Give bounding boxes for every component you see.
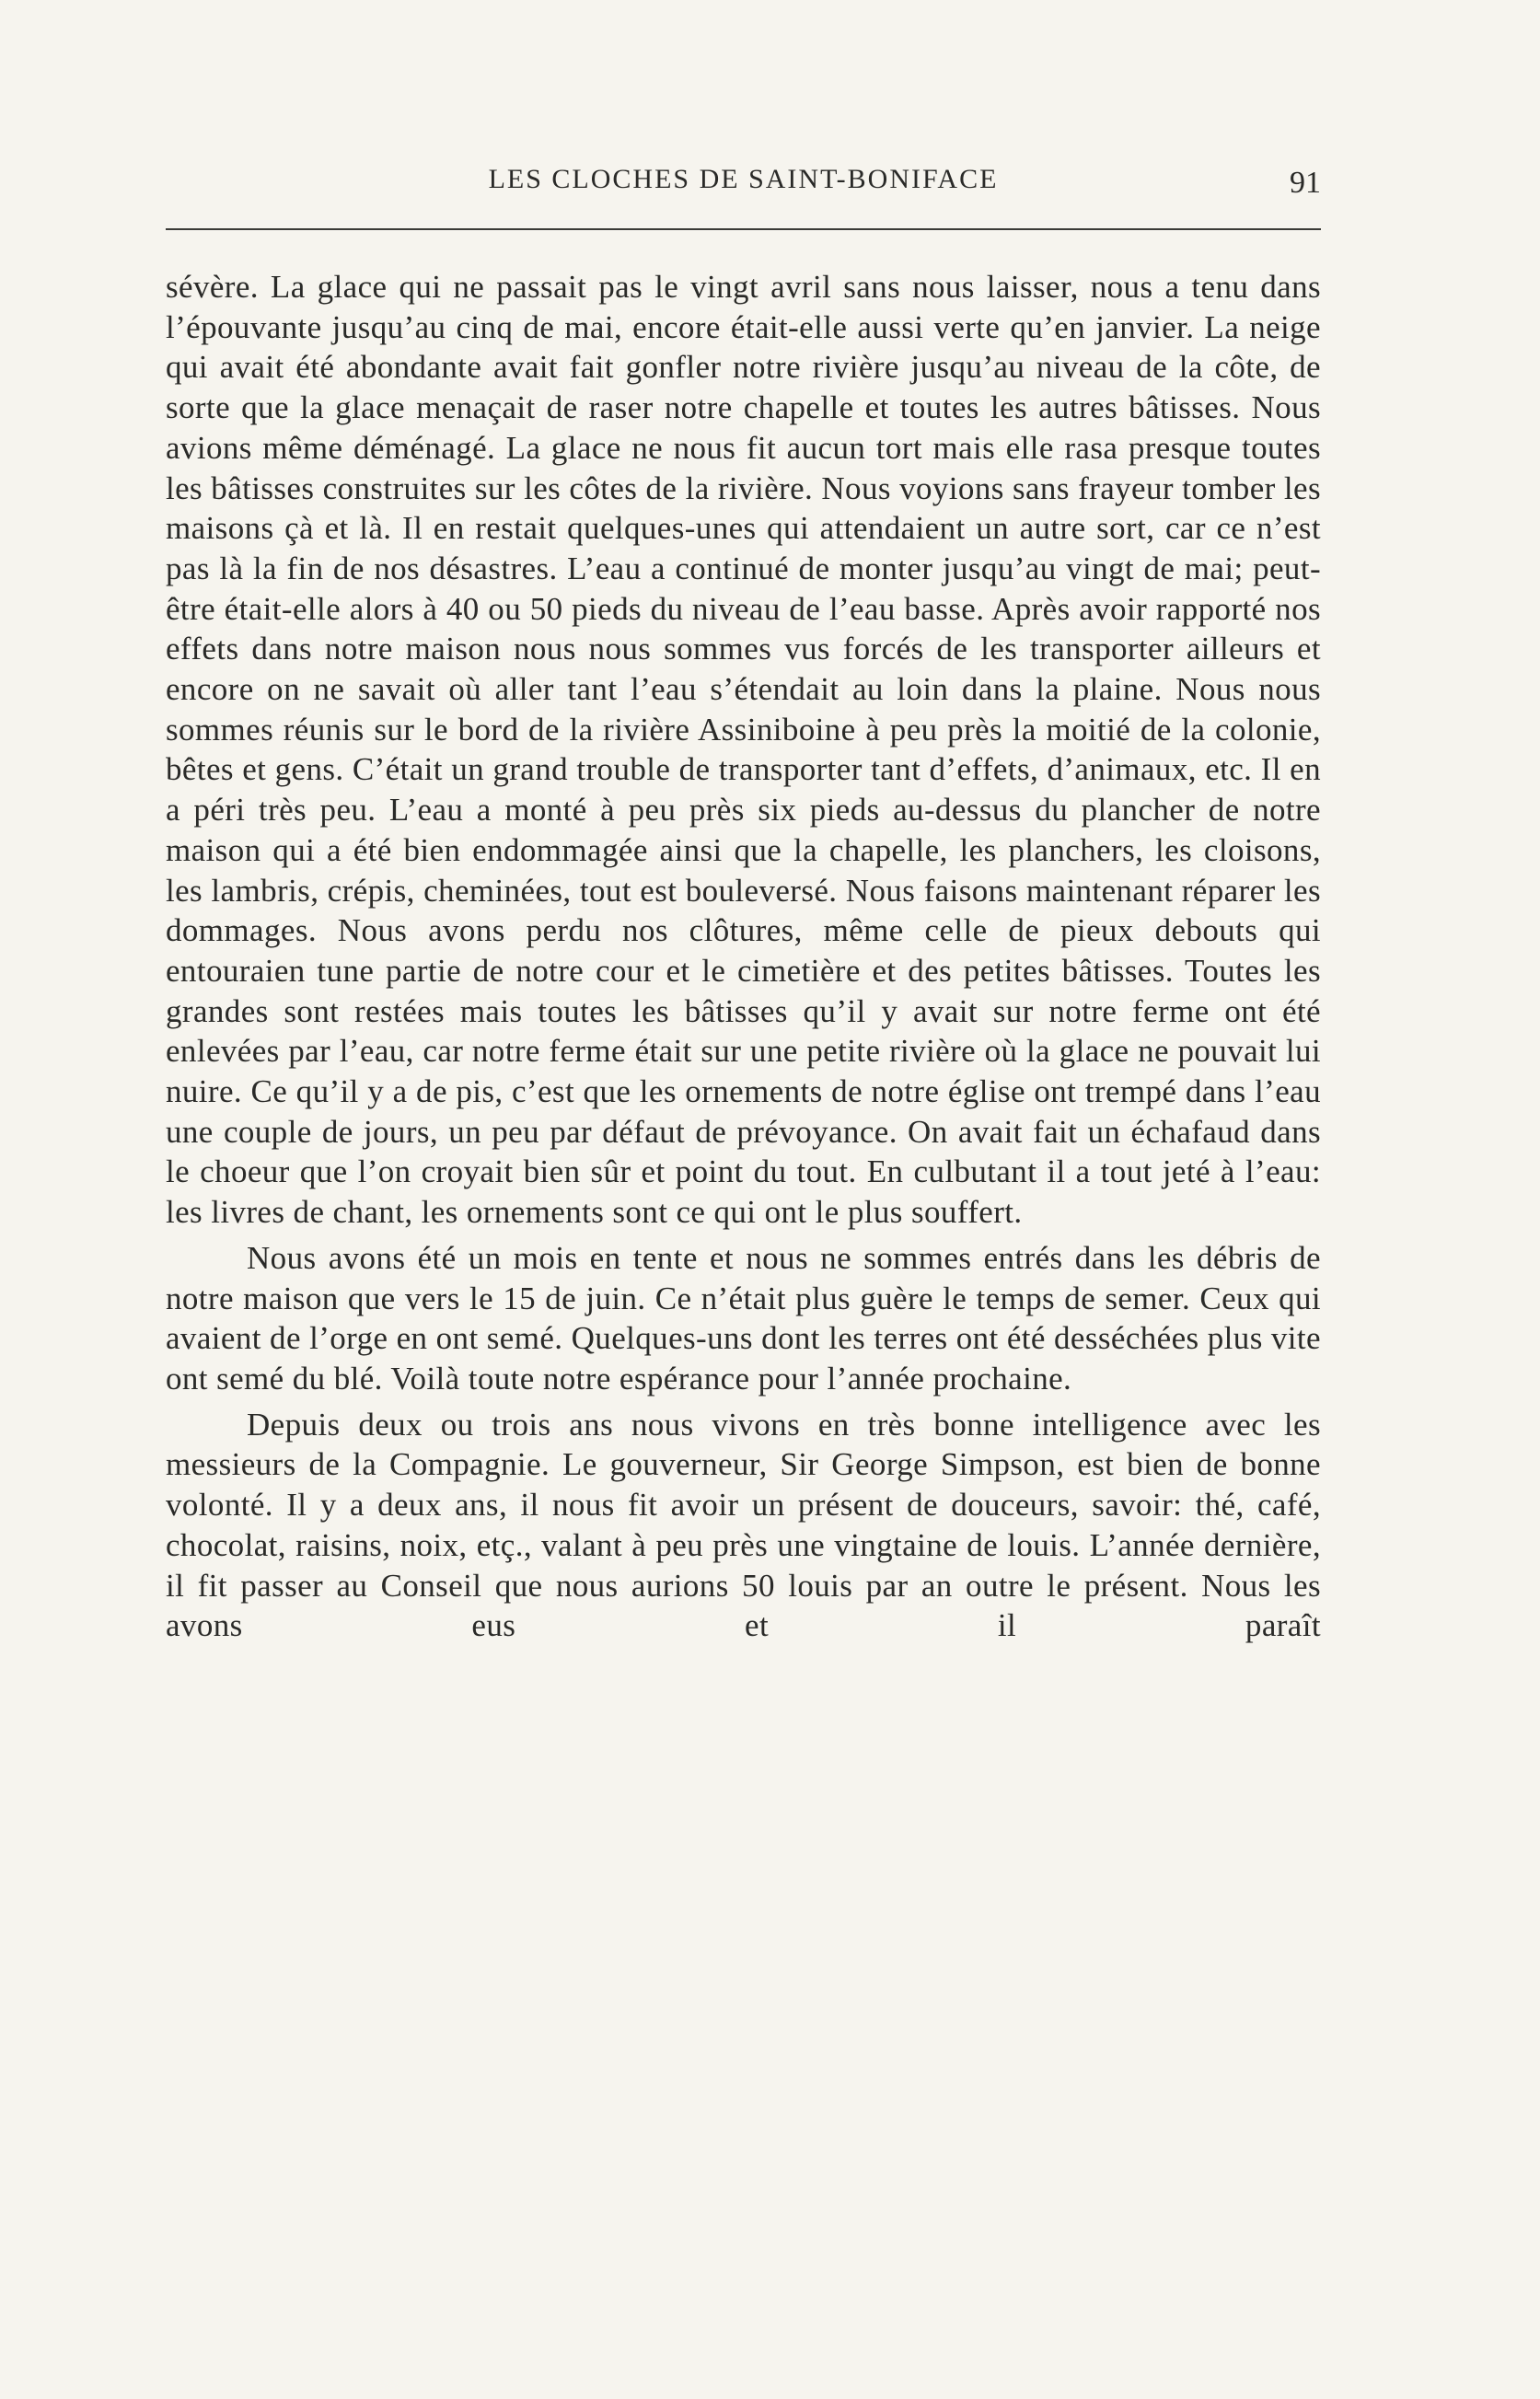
header-rule: [166, 228, 1321, 230]
running-header: [166, 155, 1321, 210]
paragraph-3: Depuis deux ou trois ans nous vivons en très bonne intelligence avec les messieurs de la Compagnie. Le gouverneur, Sir George Simpson, est bien de bonne volonté. Il y a deux ans, il nous fit avoir un présent de douceurs, savoir: thé, café, chocolat, raisins, noix, etç., valant à peu près une vingtaine de louis. L’année dernière, il fit passer au Conseil que nous aurions 50 louis par an outre le présent. Nous les avons eus et il paraît: [166, 1406, 1321, 1644]
body-text: [166, 267, 1321, 1646]
paragraph-2: Nous avons été un mois en tente et nous ne sommes entrés dans les débris de notre maison que vers le 15 de juin. Ce n’était plus guère le temps de semer. Ceux qui avaient de l’orge en ont semé. Quelques-uns dont les terres ont été desséchées plus vite ont semé du blé. Voilà toute notre espérance pour l’année prochaine.: [166, 1239, 1321, 1397]
page-number: 91: [1290, 166, 1321, 200]
paragraph-1: sévère. La glace qui ne passait pas le vingt avril sans nous laisser, nous a tenu dans l’épouvante jusqu’au cinq de mai, encore était-elle aussi verte qu’en janvier. La neige qui avait été abondante avait fait gonfler notre rivière jusqu’au niveau de la côte, de sorte que la glace menaçait de raser notre chapelle et toutes les autres bâtisses. Nous avions même déménagé. La glace ne nous fit aucun tort mais elle rasa presque toutes les bâtisses construites sur les côtes de la rivière. Nous voyions sans frayeur tomber les maisons çà et là. Il en restait quelques-unes qui attendaient un autre sort, car ce n’est pas là la fin de nos désastres. L’eau a continué de monter jusqu’au vingt de mai; peut-être était-elle alors à 40 ou 50 pieds du niveau de l’eau basse. Après avoir rapporté nos effets dans notre maison nous nous sommes vus forcés de les transporter ailleurs et encore on ne savait où aller tant l’eau s’étendait au loin dans la plaine. Nous nous sommes réunis sur le bord de la rivière Assiniboine à peu près la moitié de la colonie, bêtes et gens. C’était un grand trouble de transporter tant d’effets, d’animaux, etc. Il en a péri très peu. L’eau a monté à peu près six pieds au-dessus du plancher de notre maison qui a été bien endommagée ainsi que la chapelle, les planchers, les cloisons, les lambris, crépis, cheminées, tout est bouleversé. Nous faisons maintenant réparer les dommages. Nous avons perdu nos clôtures, même celle de pieux debouts qui entouraien tune partie de notre cour et le cimetière et des petites bâtisses. Toutes les grandes sont restées mais toutes les bâtisses qu’il y avait sur notre ferme ont été enlevées par l’eau, car notre ferme était sur une petite rivière où la glace ne pouvait lui nuire. Ce qu’il y a de pis, c’est que les ornements de notre église ont trempé dans l’eau une couple de jours, un peu par défaut de prévoyance. On avait fait un échafaud dans le choeur que l’on croyait bien sûr et point du tout. En culbutant il a tout jeté à l’eau: les livres de chant, les ornements sont ce qui ont le plus souffert.: [166, 269, 1321, 1231]
running-title: LES CLOCHES DE SAINT-BONIFACE: [488, 164, 999, 194]
